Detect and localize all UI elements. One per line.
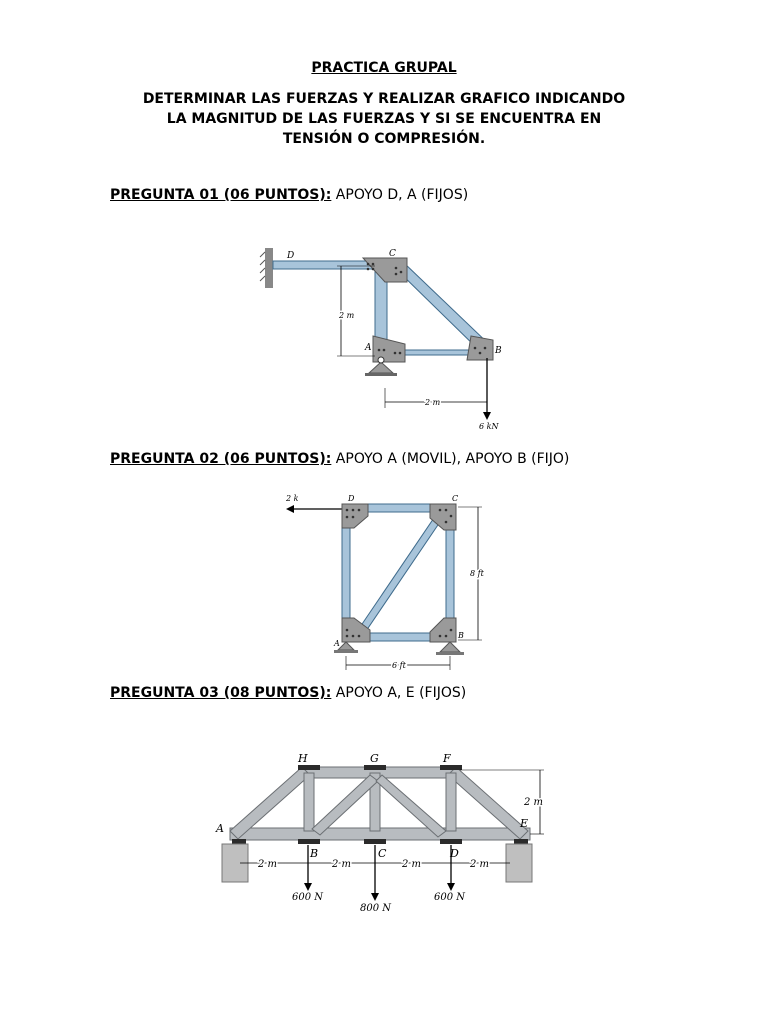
span-label-2: 2 m — [332, 859, 352, 870]
label-b: B — [310, 847, 319, 860]
dimension-height-label: 2 m — [524, 797, 544, 808]
figure-3-truss — [210, 745, 560, 920]
load-label-b: 600 N — [292, 892, 324, 903]
label-a: A — [334, 639, 340, 648]
label-b: B — [458, 631, 464, 640]
gusset-b — [467, 336, 493, 360]
wall-support — [265, 248, 273, 288]
label-d: D — [287, 251, 295, 261]
label-c: C — [378, 847, 387, 860]
gusset-d — [342, 504, 368, 528]
load-label-c: 800 N — [360, 903, 392, 914]
force-label: 2 k — [286, 494, 299, 503]
span-label-1: 2 m — [258, 859, 278, 870]
load-label-d: 600 N — [434, 892, 466, 903]
question-1-text: APOYO D, A (FIJOS) — [331, 187, 469, 203]
member-fd — [446, 773, 456, 831]
label-h: H — [298, 752, 308, 765]
figure-1-frame — [255, 240, 515, 435]
pin-support-a — [369, 362, 393, 373]
label-a: A — [216, 822, 224, 835]
span-label-4: 2 m — [470, 859, 490, 870]
instruction-line: TENSIÓN O COMPRESIÓN. — [282, 131, 486, 147]
instruction-line: LA MAGNITUD DE LAS FUERZAS Y SI SE ENCUENTRA EN — [166, 111, 602, 127]
question-3-heading — [110, 685, 466, 701]
question-1-heading — [110, 187, 468, 203]
label-c: C — [389, 249, 396, 259]
gusset-a — [373, 336, 405, 362]
span-label-3: 2 m — [402, 859, 422, 870]
member-bg — [312, 775, 378, 835]
question-1-label: PREGUNTA 01 (06 PUNTOS): — [110, 187, 332, 203]
dimension-width-label: 2 m — [425, 398, 441, 407]
support-b — [440, 642, 460, 652]
question-3-label: PREGUNTA 03 (08 PUNTOS): — [110, 685, 332, 701]
dimension-height-label: 8 ft — [470, 569, 484, 578]
label-a: A — [365, 343, 372, 353]
question-3-text: APOYO A, E (FIJOS) — [331, 685, 467, 701]
question-2-text: APOYO A (MOVIL), APOYO B (FIJO) — [331, 451, 570, 467]
figure-2-frame — [280, 490, 500, 675]
label-d: D — [450, 847, 459, 860]
member-hb — [304, 773, 314, 831]
dimension-height-label: 2 m — [339, 311, 355, 320]
label-e: E — [520, 817, 529, 830]
member-diagonal — [358, 512, 444, 634]
label-c: C — [452, 494, 459, 503]
instruction-line: DETERMINAR LAS FUERZAS Y REALIZAR GRAFICO INDICANDO — [142, 91, 626, 107]
page-title: PRACTICA GRUPAL — [311, 60, 457, 76]
question-2-label: PREGUNTA 02 (06 PUNTOS): — [110, 451, 332, 467]
question-2-heading — [110, 451, 569, 467]
dimension-width-label: 6 ft — [392, 661, 406, 670]
label-f: F — [443, 752, 451, 765]
load-label: 6 kN — [479, 422, 499, 431]
instructions — [100, 89, 668, 149]
label-b: B — [495, 346, 502, 356]
label-d: D — [348, 494, 355, 503]
gusset-c — [363, 258, 407, 282]
label-g: G — [370, 752, 379, 765]
support-a — [338, 642, 354, 650]
